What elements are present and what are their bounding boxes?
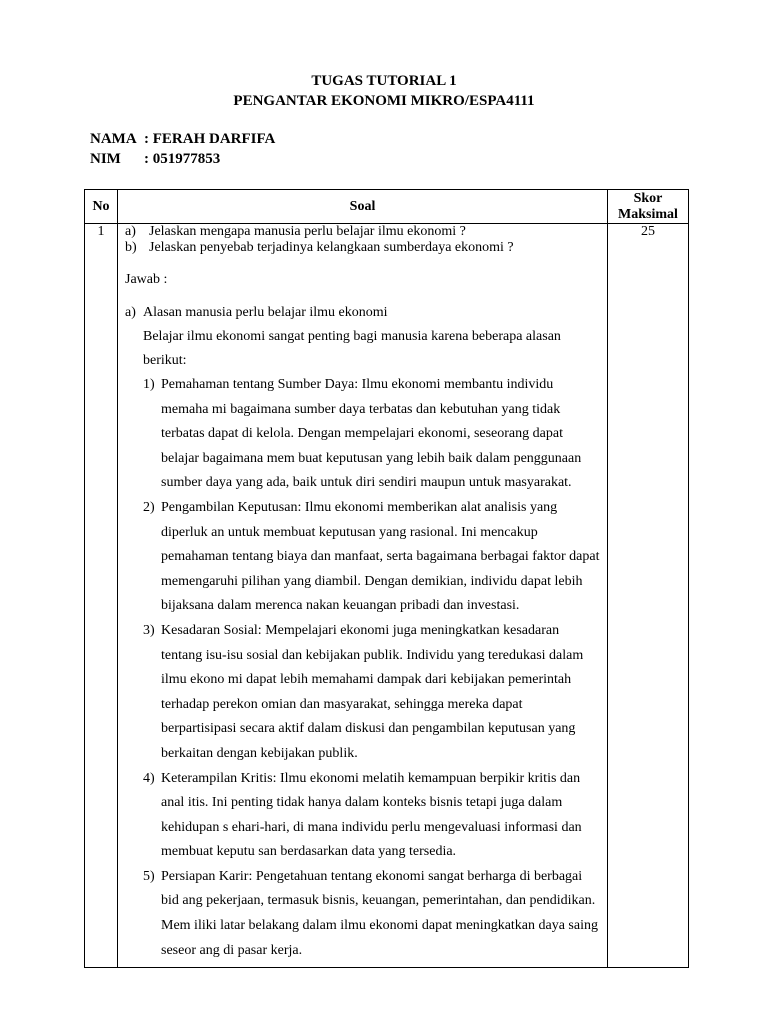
list-item xyxy=(125,767,601,865)
name-value: : FERAH DARFIFA xyxy=(144,131,276,147)
list-item-text: Persiapan Karir: Pengetahuan tentang ekonomi sangat berharga di berbagai bid ang pekerjaan, termasuk bisnis, keuangan, pemerintahan, dan pendidikan. Mem iliki latar belakang dalam ilmu ekonomi dapat meningkatkan daya saing seseor ang di pasar kerja. xyxy=(161,868,598,958)
nim-value: : 051977853 xyxy=(144,151,221,167)
answer-section-title: Alasan manusia perlu belajar ilmu ekonomi xyxy=(143,305,388,320)
header-soal: Soal xyxy=(118,190,608,224)
list-item-number: 3) xyxy=(143,622,155,638)
list-item xyxy=(125,496,601,619)
answer-section-heading xyxy=(125,301,601,325)
answer-label: Jawab : xyxy=(125,272,168,287)
list-item-number: 4) xyxy=(143,770,155,786)
document-title: TUGAS TUTORIAL 1 xyxy=(311,73,457,89)
nim-label: NIM xyxy=(90,151,121,167)
question-table xyxy=(84,189,689,968)
list-item-text: Pemahaman tentang Sumber Daya: Ilmu ekonomi membantu individu memaha mi bagaimana sumber daya terbatas dan kebutuhan yang tidak terbatas dapat di kelola. Dengan mempelajari ekonomi, seseorang dapat belajar bagaimana mem buat keputusan yang lebih baik dalam penggunaan sumber daya yang ada, baik untuk diri sendiri maupun untuk masyarakat. xyxy=(161,377,582,491)
course-title: PENGANTAR EKONOMI MIKRO/ESPA4111 xyxy=(233,93,535,109)
header-skor-line1: Skor xyxy=(633,190,663,206)
answer-section-marker: a) xyxy=(125,305,136,320)
question-a-text: Jelaskan mengapa manusia perlu belajar ilmu ekonomi ? xyxy=(149,224,466,239)
name-label: NAMA xyxy=(90,131,137,147)
header-skor-line2: Maksimal xyxy=(618,206,678,222)
question-a xyxy=(125,224,601,240)
list-item xyxy=(125,619,601,767)
question-a-marker: a) xyxy=(125,224,136,239)
row-number: 1 xyxy=(85,224,118,968)
header-skor xyxy=(608,190,689,224)
name-line xyxy=(90,131,275,148)
list-item-number: 5) xyxy=(143,868,155,884)
question-b xyxy=(125,240,601,256)
table-row xyxy=(85,224,689,968)
table-header-row xyxy=(85,190,689,224)
list-item xyxy=(125,373,601,496)
list-item-text: Keterampilan Kritis: Ilmu ekonomi melatih kemampuan berpikir kritis dan anal itis. Ini penting tidak hanya dalam konteks bisnis tetapi juga dalam kehidupan s ehari-hari, di mana individu perlu mengevaluasi informasi dan membuat keputu san berdasarkan data yang tersedia. xyxy=(161,770,582,860)
soal-cell xyxy=(118,224,608,968)
list-item-text: Pengambilan Keputusan: Ilmu ekonomi memberikan alat analisis yang diperluk an untuk membuat keputusan yang rasional. Ini mencakup pemahaman tentang biaya dan manfaat, serta bagaimana berbagai faktor dapat memengaruhi pilihan yang diambil. Dengan demikian, individu dapat lebih bijaksana dalam merenca nakan keuangan pribadi dan investasi. xyxy=(161,499,600,614)
nim-line xyxy=(90,151,220,168)
max-score: 25 xyxy=(608,224,689,968)
question-b-marker: b) xyxy=(125,240,137,255)
list-item xyxy=(125,865,601,963)
answer-list xyxy=(125,373,601,963)
list-item-text: Kesadaran Sosial: Mempelajari ekonomi juga meningkatkan kesadaran tentang isu-isu sosial dan kebijakan publik. Individu yang teredukasi dalam ilmu ekono mi dapat lebih memahami dampak dari kebijakan pemerintah terhadap perekon omian dan masyarakat, sehingga mereka dapat berpartisipasi secara aktif dalam diskusi dan pengambilan keputusan yang berkaitan dengan kebijakan publik. xyxy=(161,622,584,761)
list-item-number: 1) xyxy=(143,377,155,392)
header-no: No xyxy=(85,190,118,224)
answer-intro: Belajar ilmu ekonomi sangat penting bagi manusia karena beberapa alasan berikut: xyxy=(143,329,561,368)
question-b-text: Jelaskan penyebab terjadinya kelangkaan sumberdaya ekonomi ? xyxy=(149,240,514,255)
list-item-number: 2) xyxy=(143,499,155,515)
